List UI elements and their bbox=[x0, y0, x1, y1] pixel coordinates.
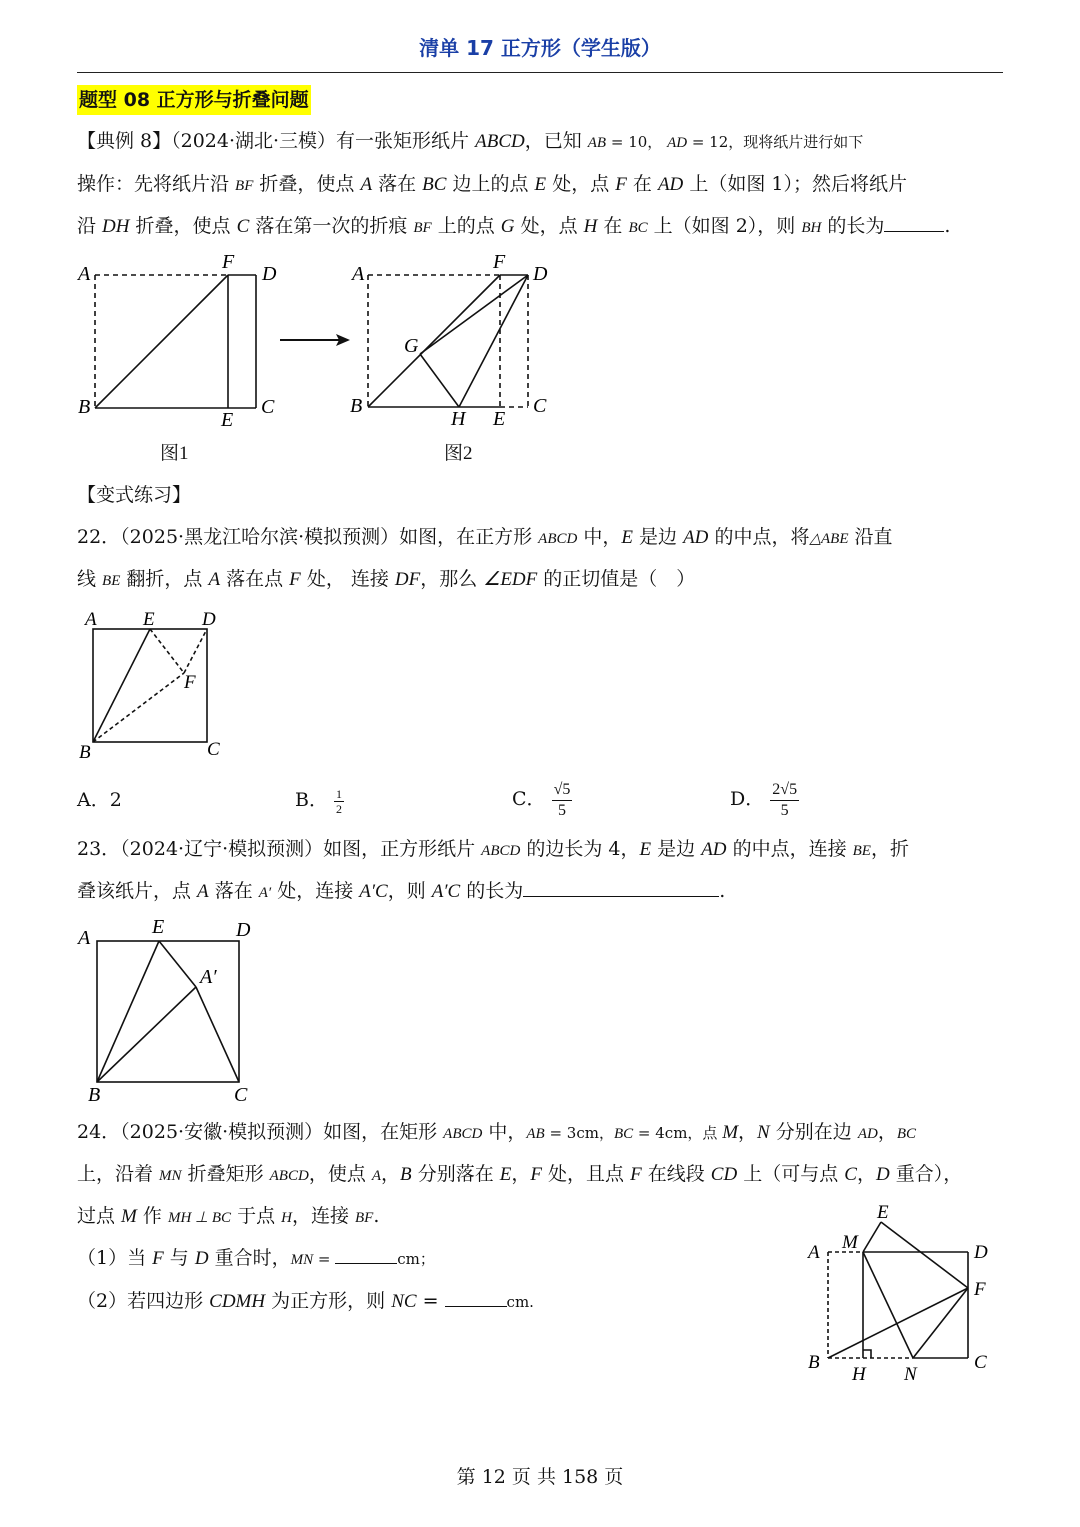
text-run: 22．（2025·黑龙江哈尔滨·模拟预测）如图，在正方形 bbox=[77, 526, 539, 548]
math-var: E bbox=[534, 174, 547, 195]
math-var: AD bbox=[667, 135, 688, 151]
q24-figure bbox=[800, 1198, 1000, 1388]
q23-label-a: A bbox=[78, 927, 91, 949]
math-var: C bbox=[236, 216, 250, 237]
q23-segment-BA-prime bbox=[97, 987, 196, 1082]
text-run: （2）若四边形 bbox=[77, 1290, 210, 1312]
text-run: 重合）， bbox=[889, 1163, 963, 1185]
text-run: ，已知 bbox=[524, 130, 588, 152]
text-run: 叠该纸片，点 bbox=[77, 880, 198, 902]
text-run: 上的点 bbox=[431, 215, 501, 237]
q22-label-a: A bbox=[85, 609, 97, 630]
fig2-label-c: C bbox=[533, 395, 547, 417]
text-run: 过点 bbox=[77, 1205, 122, 1227]
example-line-3 bbox=[77, 213, 950, 241]
math-var: ABCD bbox=[269, 1168, 309, 1184]
q23-segment-A-prime-C bbox=[196, 987, 239, 1082]
text-run: ，折 bbox=[870, 838, 909, 860]
math-var: B bbox=[400, 1164, 412, 1185]
text-run: ， bbox=[511, 1163, 531, 1185]
math-var: F bbox=[615, 174, 627, 195]
figure-1 bbox=[70, 248, 300, 438]
fig2-label-e: E bbox=[493, 408, 506, 430]
q24-right-angle-mark bbox=[863, 1350, 871, 1358]
q23-line-2 bbox=[77, 878, 725, 906]
math-var: A′C bbox=[359, 881, 388, 902]
text-run: 处，连接 bbox=[271, 880, 360, 902]
fig2-label-g: G bbox=[404, 335, 419, 357]
text-run: 在 bbox=[626, 173, 658, 195]
math-var: F bbox=[152, 1248, 164, 1269]
q22-label-e: E bbox=[143, 609, 155, 630]
header-divider bbox=[77, 72, 1003, 73]
text-run: = 4cm，点 bbox=[633, 1124, 723, 1142]
math-var: D bbox=[194, 1248, 209, 1269]
math-var: CDMH bbox=[209, 1291, 266, 1312]
text-run: ， bbox=[738, 1121, 758, 1143]
fig2-label-b: B bbox=[350, 395, 363, 417]
math-var: F bbox=[530, 1164, 542, 1185]
math-var: A bbox=[371, 1168, 382, 1184]
text-run: 线 bbox=[77, 568, 103, 590]
math-var: E bbox=[621, 527, 633, 548]
fig1-label-e: E bbox=[221, 409, 234, 431]
q24-label-f: F bbox=[974, 1279, 986, 1300]
q24-label-b: B bbox=[808, 1352, 820, 1373]
text-run: 24．（2025·安徽·模拟预测）如图，在矩形 bbox=[77, 1121, 444, 1143]
q24-segment-FN bbox=[913, 1288, 968, 1358]
q24-line-1 bbox=[77, 1119, 916, 1147]
text-run: = bbox=[416, 1290, 445, 1312]
text-run: 的正切值是（ ） bbox=[537, 568, 696, 590]
q23-line-1 bbox=[77, 836, 909, 864]
math-var: AD bbox=[857, 1126, 878, 1142]
answer-blank bbox=[523, 878, 719, 897]
math-var: AD bbox=[701, 839, 727, 860]
q24-sub-1 bbox=[77, 1245, 435, 1273]
math-var: M bbox=[121, 1206, 137, 1227]
q24-label-h: H bbox=[852, 1364, 866, 1385]
fraction-numerator: 2√5 bbox=[770, 780, 799, 801]
text-run: 落在 bbox=[372, 173, 423, 195]
q22-segment-BF bbox=[93, 673, 184, 742]
text-run: 是边 bbox=[651, 838, 702, 860]
text-run: 的边长为 4， bbox=[520, 838, 640, 860]
q23-label-e: E bbox=[152, 916, 165, 938]
text-run: 重合时， bbox=[208, 1247, 291, 1269]
text-run: . bbox=[719, 880, 726, 902]
fraction bbox=[552, 780, 573, 821]
fraction bbox=[334, 787, 344, 816]
math-var: H bbox=[281, 1210, 292, 1226]
text-run: 的中点，将 bbox=[708, 526, 810, 548]
text-run: 沿 bbox=[77, 215, 103, 237]
fig2-label-f: F bbox=[493, 251, 506, 273]
text-run: 于点 bbox=[231, 1205, 282, 1227]
answer-blank bbox=[884, 213, 944, 232]
text-run: 边上的点 bbox=[446, 173, 535, 195]
math-var: BE bbox=[852, 843, 871, 859]
text-run: 折叠矩形 bbox=[181, 1163, 270, 1185]
text-run: 与 bbox=[163, 1247, 195, 1269]
math-var: BF bbox=[355, 1210, 374, 1226]
text-run: 操作：先将纸片沿 bbox=[77, 173, 236, 195]
q23-label-c: C bbox=[234, 1084, 248, 1106]
q23-label-a-prime: A′ bbox=[200, 966, 217, 988]
q22-label-f: F bbox=[184, 672, 196, 693]
text-run: 的长为 bbox=[460, 880, 524, 902]
text-run: 上，沿着 bbox=[77, 1163, 160, 1185]
q22-option-d[interactable] bbox=[730, 775, 799, 823]
q22-segment-EF bbox=[150, 629, 184, 673]
math-var: AB bbox=[587, 135, 607, 151]
q23-crease-BE bbox=[97, 941, 159, 1082]
text-run: （1）当 bbox=[77, 1247, 153, 1269]
fig2-label-h: H bbox=[451, 408, 466, 430]
math-var: DF bbox=[394, 569, 421, 590]
text-run: 上（如图 2），则 bbox=[647, 215, 802, 237]
text-run: 【典例 8】（2024·湖北·三模）有一张矩形纸片 bbox=[77, 130, 476, 152]
math-var: AD bbox=[683, 527, 709, 548]
text-run: . bbox=[944, 215, 951, 237]
text-run: ，则 bbox=[387, 880, 432, 902]
text-run: 处， 连接 bbox=[300, 568, 395, 590]
math-var: A bbox=[360, 174, 373, 195]
math-var: MH ⊥ BC bbox=[167, 1210, 232, 1226]
fig1-label-c: C bbox=[261, 396, 275, 418]
text-run: 中， bbox=[482, 1121, 527, 1143]
q22-option-a[interactable] bbox=[77, 787, 122, 813]
math-var: F bbox=[289, 569, 301, 590]
fraction-numerator: 1 bbox=[336, 786, 343, 801]
text-run: = 10， bbox=[606, 133, 668, 151]
math-var: AD bbox=[657, 174, 684, 195]
option-letter: A． bbox=[77, 789, 110, 811]
q22-line-1 bbox=[77, 524, 893, 552]
math-var: BF bbox=[235, 178, 254, 194]
math-var: CD bbox=[710, 1164, 738, 1185]
math-var: A′C bbox=[431, 881, 461, 902]
math-var: N bbox=[757, 1122, 770, 1143]
practice-heading: 【变式练习】 bbox=[77, 484, 192, 506]
q23-segment-EA-prime bbox=[159, 941, 196, 987]
text-run: 处，点 bbox=[546, 173, 616, 195]
math-var: ABCD bbox=[481, 843, 521, 859]
figure-2 bbox=[340, 248, 580, 438]
q24-line-2 bbox=[77, 1161, 962, 1189]
text-run: 处，且点 bbox=[541, 1163, 631, 1185]
text-run: ， bbox=[381, 1163, 401, 1185]
fig2-segment-GH bbox=[420, 354, 459, 407]
text-run: 分别在边 bbox=[769, 1121, 858, 1143]
math-var: A bbox=[208, 569, 221, 590]
figure-2-caption: 图2 bbox=[444, 443, 473, 464]
text-run: 为正方形，则 bbox=[265, 1290, 392, 1312]
math-var: DH bbox=[102, 216, 130, 237]
math-var: BC bbox=[422, 174, 447, 195]
math-var: F bbox=[630, 1164, 642, 1185]
text-run: ，那么 bbox=[420, 568, 484, 590]
text-run: 作 bbox=[136, 1205, 168, 1227]
text-run: 落在第一次的折痕 bbox=[249, 215, 414, 237]
fraction-numerator: √5 bbox=[552, 780, 573, 801]
page-title: 清单 17 正方形（学生版） bbox=[419, 36, 661, 60]
text-run: 沿直 bbox=[848, 526, 893, 548]
text-run: 在 bbox=[597, 215, 629, 237]
math-var: △ABE bbox=[809, 531, 849, 547]
text-run: ，连接 bbox=[291, 1205, 356, 1227]
text-run: 的中点，连接 bbox=[726, 838, 853, 860]
math-var: A′ bbox=[258, 885, 272, 901]
q23-figure bbox=[72, 912, 272, 1107]
option-letter: D． bbox=[730, 788, 765, 810]
math-var: ∠EDF bbox=[483, 569, 538, 590]
q22-option-c[interactable] bbox=[512, 775, 572, 823]
math-var: H bbox=[583, 216, 598, 237]
text-run: = 3cm， bbox=[544, 1124, 614, 1142]
math-var: BC bbox=[628, 220, 648, 236]
fig1-label-f: F bbox=[222, 251, 235, 273]
math-var: E bbox=[499, 1164, 512, 1185]
fig1-crease-BF bbox=[95, 275, 228, 408]
text-run: 23．（2024·辽宁·模拟预测）如图，正方形纸片 bbox=[77, 838, 482, 860]
fig2-label-d: D bbox=[533, 263, 548, 285]
fig1-label-a: A bbox=[78, 263, 91, 285]
math-var: MN bbox=[290, 1252, 314, 1268]
q24-line-3 bbox=[77, 1203, 379, 1231]
example-line-1 bbox=[77, 128, 863, 156]
math-var: G bbox=[500, 216, 515, 237]
text-run: cm； bbox=[397, 1250, 435, 1268]
math-var: NC bbox=[391, 1291, 417, 1312]
q22-figure bbox=[75, 605, 235, 765]
text-run: ，使点 bbox=[308, 1163, 372, 1185]
q24-label-a: A bbox=[808, 1242, 820, 1263]
q24-label-c: C bbox=[974, 1352, 987, 1373]
q24-crease-MN bbox=[863, 1252, 913, 1358]
math-var: ABCD bbox=[475, 131, 525, 152]
fraction-denominator: 5 bbox=[557, 801, 566, 819]
text-run: 处，点 bbox=[514, 215, 584, 237]
text-run: cm. bbox=[506, 1293, 534, 1311]
text-run: 落在点 bbox=[220, 568, 290, 590]
text-run: 分别落在 bbox=[411, 1163, 500, 1185]
math-var: ABCD bbox=[538, 531, 578, 547]
q24-segment-ME bbox=[863, 1222, 881, 1252]
math-var: A bbox=[197, 881, 209, 902]
answer-blank bbox=[335, 1245, 397, 1264]
q24-label-n: N bbox=[904, 1364, 917, 1385]
text-run: 折叠，使点 bbox=[129, 215, 237, 237]
text-run: 上（可与点 bbox=[737, 1163, 845, 1185]
q24-label-m: M bbox=[842, 1232, 858, 1253]
q23-label-d: D bbox=[236, 919, 251, 941]
q22-option-b[interactable] bbox=[295, 778, 344, 822]
q23-label-b: B bbox=[88, 1084, 101, 1106]
fraction bbox=[770, 780, 799, 821]
option-value: 2 bbox=[109, 789, 122, 811]
q24-segment-BF bbox=[828, 1288, 968, 1358]
fig2-crease-BF bbox=[368, 275, 500, 407]
text-run: 中， bbox=[577, 526, 622, 548]
answer-blank bbox=[445, 1288, 507, 1307]
q24-label-d: D bbox=[974, 1242, 988, 1263]
math-var: BE bbox=[102, 573, 121, 589]
text-run: 落在 bbox=[208, 880, 259, 902]
q22-segment-DF bbox=[184, 629, 207, 673]
text-run: 的长为 bbox=[821, 215, 885, 237]
fig2-label-a: A bbox=[352, 263, 365, 285]
example-line-2 bbox=[77, 171, 907, 199]
math-var: BC bbox=[896, 1126, 917, 1142]
fig1-label-d: D bbox=[262, 263, 277, 285]
option-letter: B． bbox=[295, 789, 328, 811]
math-var: BC bbox=[613, 1126, 634, 1142]
fraction-denominator: 5 bbox=[780, 801, 789, 819]
text-run: 在线段 bbox=[641, 1163, 711, 1185]
text-run: ， bbox=[877, 1121, 897, 1143]
text-run: ， bbox=[856, 1163, 876, 1185]
math-var: D bbox=[875, 1164, 890, 1185]
fraction-denominator: 2 bbox=[336, 801, 343, 816]
math-var: BH bbox=[801, 220, 822, 236]
text-run: 上（如图 1）；然后将纸片 bbox=[683, 173, 907, 195]
q22-label-c: C bbox=[207, 739, 220, 760]
text-run: 折叠，使点 bbox=[253, 173, 361, 195]
figure-1-caption: 图1 bbox=[160, 443, 189, 464]
q24-sub-2 bbox=[77, 1288, 534, 1315]
section-heading: 题型 08 正方形与折叠问题 bbox=[77, 85, 311, 115]
q22-label-b: B bbox=[79, 742, 91, 763]
math-var: C bbox=[844, 1164, 857, 1185]
math-var: E bbox=[639, 839, 652, 860]
q24-label-e: E bbox=[877, 1202, 889, 1223]
fig1-label-b: B bbox=[78, 396, 91, 418]
fig2-segment-GD bbox=[420, 275, 528, 354]
text-run: = 12，现将纸片进行如下 bbox=[687, 133, 864, 151]
text-run: = bbox=[313, 1250, 336, 1268]
q22-label-d: D bbox=[202, 609, 216, 630]
math-var: AB bbox=[526, 1126, 545, 1142]
math-var: MN bbox=[159, 1168, 182, 1184]
q22-crease-BE bbox=[93, 629, 150, 742]
math-var: ABCD bbox=[443, 1126, 483, 1142]
math-var: M bbox=[722, 1122, 739, 1143]
text-run: 翻折，点 bbox=[120, 568, 209, 590]
fig2-crease-HD bbox=[459, 275, 528, 407]
option-letter: C． bbox=[512, 788, 546, 810]
q24-segment-EF bbox=[881, 1222, 968, 1288]
q22-line-2 bbox=[77, 566, 695, 594]
text-run: 是边 bbox=[632, 526, 684, 548]
math-var: BF bbox=[413, 220, 432, 236]
page-footer: 第 12 页 共 158 页 bbox=[456, 1466, 624, 1488]
text-run: . bbox=[373, 1205, 380, 1227]
